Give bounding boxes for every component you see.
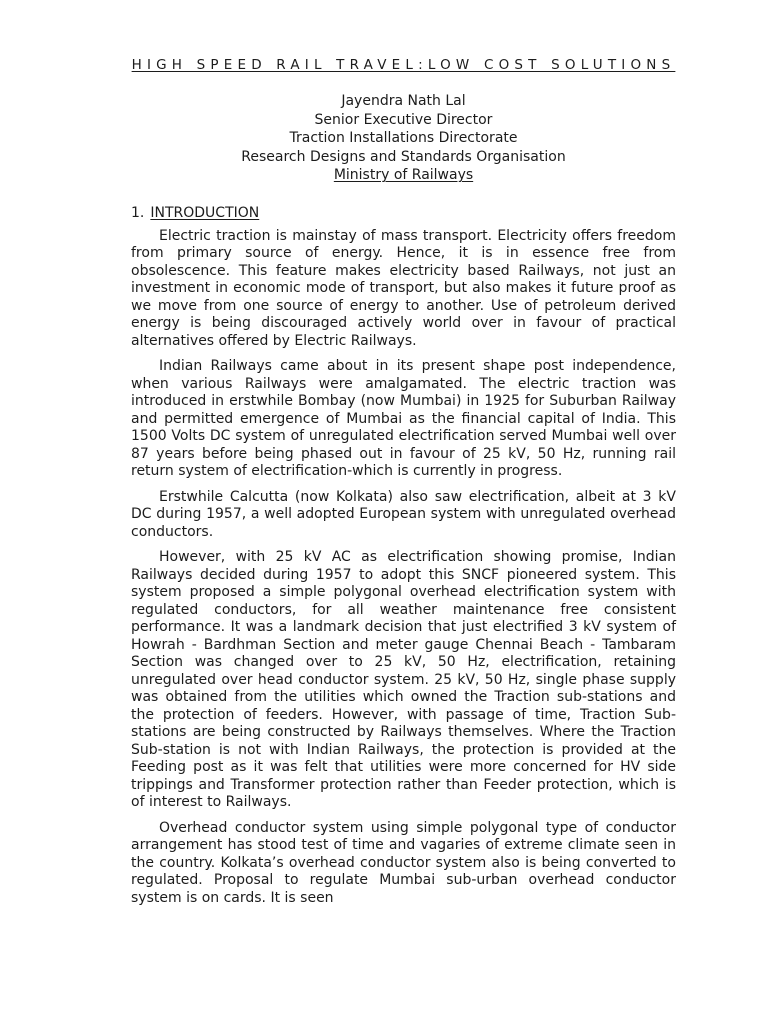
author-block [131,92,676,185]
author-name: Jayendra Nath Lal [341,93,466,109]
section-title: INTRODUCTION [150,204,260,221]
author-position: Senior Executive Director [314,111,493,128]
document-title: HIGH SPEED RAIL TRAVEL:LOW COST SOLUTIONS [131,57,676,73]
paragraph: However, with 25 kV AC as electrification showing promise, Indian Railways decided during 1957 to adopt this SNCF pioneered system. This system proposed a simple polygonal overhead electrification system with regulated conductors, for all weather maintenance free consistent performance. It was a landmark decision that just electrified 3 kV system of Howrah - Bardhman Section and meter gauge Chennai Beach - Tambaram Section was changed over to 25 kV, 50 Hz, electrification, retaining unregulated over head conductor system. 25 kV, 50 Hz, single phase supply was obtained from the utilities which owned the Traction sub-stations and the protection of feeders. However, with passage of time, Traction Sub-stations are being constructed by Railways themselves. Where the Traction Sub-station is not with Indian Railways, the protection is provided at the Feeding post as it was felt that utilities were more concerned for HV side trippings and Transformer protection rather than Feeder protection, which is of interest to Railways. [131,549,676,811]
section-heading [131,204,676,222]
author-ministry [131,166,676,185]
paragraph: Indian Railways came about in its present shape post independence, when various Railways were amalgamated. The electric traction was introduced in erstwhile Bombay (now Mumbai) in 1925 for Suburban Railway and permitted emergence of Mumbai as the financial capital of India. This 1500 Volts DC system of unregulated electrification served Mumbai well over 87 years before being phased out in favour of 25 kV, 50 Hz, running rail return system of electrification-which is currently in progress. [131,358,676,480]
document-content [131,54,676,907]
author-directorate: Traction Installations Directorate [289,130,518,147]
author-organisation: Research Designs and Standards Organisation [241,148,566,165]
author-ministry-text: Ministry of Railways [333,167,474,184]
paragraph: Overhead conductor system using simple polygonal type of conductor arrangement has stood test of time and vagaries of extreme climate seen in the country. Kolkata’s overhead conductor system also is being converted to regulated. Proposal to regulate Mumbai sub-urban overhead conductor system is on cards. It is seen [131,819,676,906]
section-number: 1. [131,204,145,221]
paragraph: Electric traction is mainstay of mass transport. Electricity offers freedom from primary source of energy. Hence, it is in essence free from obsolescence. This feature makes electricity based Railways, not just an investment in economic mode of transport, but also makes it future proof as we move from one source of energy to another. Use of petroleum derived energy is being discouraged actively world over in favour of practical alternatives offered by Electric Railways. [131,227,676,349]
paragraph: Erstwhile Calcutta (now Kolkata) also saw electrification, albeit at 3 kV DC during 1957, a well adopted European system with unregulated overhead conductors. [131,488,676,540]
